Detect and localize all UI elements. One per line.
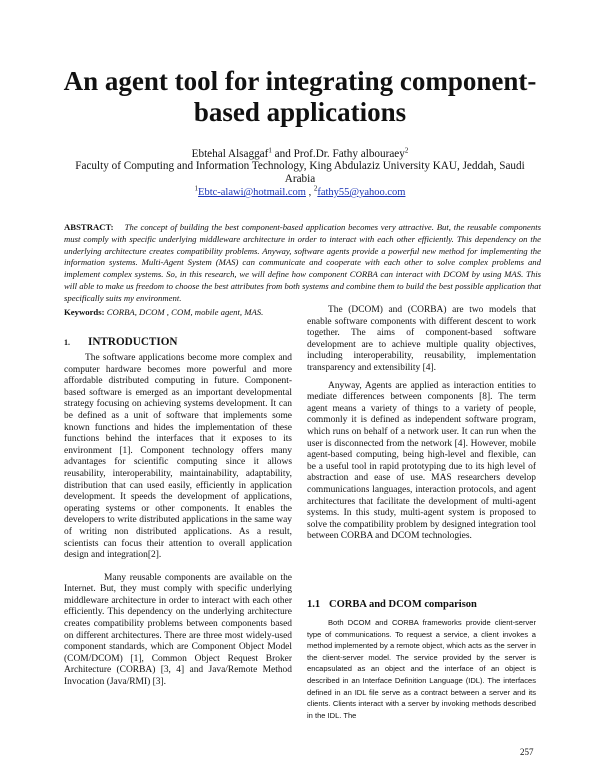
subsection-number: 1.1 <box>307 599 321 610</box>
author-conjunction: and <box>271 148 294 160</box>
title-line-2: based applications <box>193 97 407 127</box>
section-heading-introduction <box>64 336 178 348</box>
left-column <box>64 353 292 689</box>
abstract <box>64 222 541 305</box>
paragraph: The software applications become more complex and computer hardware becomes more powerful and more affordable distributed computing in future. Component-based software is emerged as an important developmental strategy focusing on achieving systems development. It can be defined as a unit of software that implements some known functions and hides the implementation of these functions behind the interfaces that it exposes to its environment [1]. Component technology offers many advantages for scientific computing since it allows reusability, interoperability, maintainability, adaptability, distribution that can used easily, efficiently in application development. It speeds the development of applications, operating systems or other components. It enables the developers to write distributed applications in the same way of writing non distributed applications. As a result, scientists can focus their attention to overall application design and integration[2]. <box>64 353 292 561</box>
subsection-title: CORBA and DCOM comparison <box>329 599 477 610</box>
title-line-1: An agent tool for integrating component- <box>63 66 537 96</box>
right-column <box>307 305 536 543</box>
right-column-continued <box>307 617 536 721</box>
email-2-sup: 2 <box>313 184 318 193</box>
affiliation-line-2: Arabia <box>284 173 316 185</box>
abstract-label: ABSTRACT: <box>64 222 114 232</box>
email-1-link[interactable]: Ebtc-alawi@hotmail.com <box>198 187 306 198</box>
paragraph: Many reusable components are available on the Internet. But, they must comply with specific underlying middleware architecture in order to interact with each other efficiently. This dependency on the underlying architecture creates compatibility problems between components based on different architectures. There are three most widely-used component standards, which are Component Object Model (COM/DCOM) [1], Common Object Request Broker Architecture (CORBA) [3, 4] and Java/Remote Method Invocation (Java/RMI) [3]. <box>64 572 292 688</box>
paper-title <box>60 66 540 128</box>
page-number: 257 <box>520 747 534 757</box>
author-2-sup: 2 <box>404 146 409 155</box>
author-1: Ebtehal Alsaggaf <box>191 148 269 160</box>
keywords-label: Keywords: <box>64 307 105 317</box>
email-2-link[interactable]: fathy55@yahoo.com <box>317 187 406 198</box>
author-emails <box>30 186 570 199</box>
paragraph: Anyway, Agents are applied as interaction entities to mediate differences between components [8]. The term agent means a variety of things to a variety of people, commonly it is defined as independent software program, which runs on behalf of a network user. It can run when the user is disconnected from the network [4]. However, mobile agent-based computing, being high-level and flexible, can be a useful tool in rapid prototyping due to its high level of abstraction and ease of use. MAS researchers develop communications languages, interaction protocols, and agent architectures that facilitate the development of multi-agent systems. In this study, multi-agent system is proposed to solve the compatibility problem by designed integration tool between CORBA and DCOM technologies. <box>307 380 536 542</box>
paragraph: Both DCOM and CORBA frameworks provide client-server type of communications. To request a service, a client invokes a method implemented by a remote object, which acts as the server in the client-server model. The service provided by the server is encapsulated as an object and the interface of an object is described in an Interface Definition Language (IDL). The interfaces defined in an IDL file serve as a contract between a server and its clients. Clients interact with a server by invoking methods described in the IDL. The <box>307 618 536 720</box>
affiliation-line-1: Faculty of Computing and Information Technology, King Abdulaziz University KAU, Jeddah, Saudi <box>75 160 525 172</box>
author-2: Prof.Dr. Fathy albouraey <box>293 148 405 160</box>
affiliation <box>30 160 570 186</box>
section-title: INTRODUCTION <box>88 336 178 348</box>
author-1-sup: 1 <box>268 146 272 155</box>
email-1-sup: 1 <box>194 184 199 193</box>
subsection-heading-corba-dcom <box>307 599 477 610</box>
paragraph: The (DCOM) and (CORBA) are two models that enable software components with different descent to work together. The aims of component-based software development are to achieve multiple quality objectives, including interoperability, reusability, implementation transparency and extensibility [4]. <box>307 305 536 373</box>
section-number: 1. <box>64 338 70 347</box>
keywords-text: CORBA, DCOM , COM, mobile agent, MAS. <box>106 307 264 317</box>
abstract-text: The concept of building the best component-based application becomes very attractive. But, the reusable components must comply with specific underlying middleware architecture in order to interact with each other efficiently. This dependency on the underlying architecture creates compatibility problems. Anyway, software agents provide a powerful new method for implementing the information systems. Multi-Agent System (MAS) can communicate and cooperate with each other to solve complex problems and implement complex systems. So, in this research, we will define how component CORBA can interact with DCOM by using MAS. This will able to make us freedom to choose the best attributes from both systems and combine them to build the best possible application that specifically suits my environment. <box>64 222 541 303</box>
email-separator: , <box>305 187 314 198</box>
